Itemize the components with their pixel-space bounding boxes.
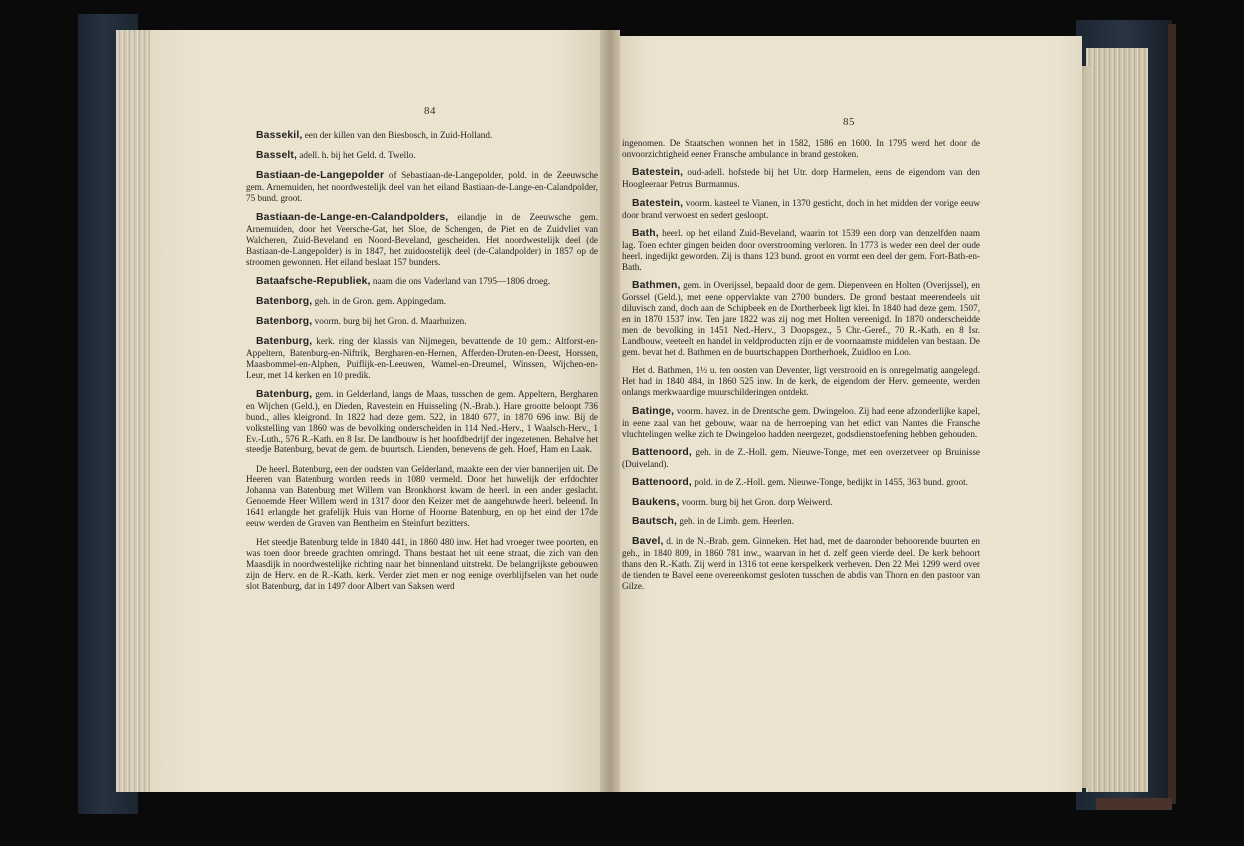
dictionary-entry [622, 228, 980, 273]
entry-text: adell. h. bij het Geld. d. Twello. [299, 150, 416, 161]
entry-headword: Batenborg, [256, 295, 313, 307]
dictionary-entry [622, 477, 980, 489]
dictionary-entry [622, 198, 980, 221]
entry-text: voorm. kasteel te Vianen, in 1370 gesticht, doch in het midden der vorige eeuw door brand verwoest en sedert gesloopt. [622, 197, 980, 220]
entry-text: d. in de N.-Brab. gem. Ginneken. Het had, met de daaronder behoorende buurten en geh., in 1840 809, in 1860 781 inw., waarvan in het d. zelf geen vierde deel. De kerk behoort thans den R.-Kath. Zij werd in 1316 tot eene kerspelkerk verheven. Den 22 Mei 1299 werd over de tienden te Bavel eene overeenkomst gesloten tusschen de abdis van Thorn en den pastoor van Gilze. [622, 535, 980, 591]
dictionary-entry [622, 406, 980, 440]
entry-headword: Basselt, [256, 150, 298, 162]
entry-headword: Batenburg, [256, 336, 313, 348]
page-number-right: 85 [843, 116, 855, 128]
entry-text: naam die ons Vaderland van 1795—1806 droeg. [372, 275, 551, 286]
dictionary-entry [246, 276, 598, 288]
entry-text: of Sebastiaan-de-Langepolder, pold. in de Zeeuwsche gem. Arnemuiden, het noordwestelijk deel van het eiland Bastiaan-de-Lange-en-Calandpolder, 75 bund. groot. [246, 170, 599, 203]
entry-text: geh. in de Limb. gem. Heerlen. [679, 516, 794, 527]
entry-headword: Bavel, [632, 535, 664, 547]
dictionary-entry [622, 138, 980, 160]
entry-headword: Batestein, [632, 197, 684, 209]
entry-text: voorm. burg bij het Gron. dorp Weiwerd. [681, 496, 833, 507]
entry-headword: Baukens, [632, 496, 680, 508]
entry-paragraph: De heerl. Batenburg, een der oudsten van Gelderland, maakte een der vier bannerijen uit. De Heeren van Batenburg worden reeds in 1080 vermeld. Door het huwelijk der erfdochter Johanna van Batenburg met Willem van Bronkhorst kwam de heerl. in een ander geslacht. Genoemde Heer Willem werd in 1317 door den Keizer met de aangehuwde heerl. beleend. In 1641 erlangde het grafelijk Huis van Horne of Hoorne Batenburg, en op het eind der 17de eeuw werden de Graven van Bentheim en Steinfurt bezitters. [246, 463, 598, 529]
book-gutter [600, 30, 620, 792]
dictionary-entry [246, 336, 598, 381]
entry-headword: Bath, [632, 228, 659, 240]
page-edges-right [1086, 48, 1148, 792]
entry-text: geh. in de Gron. gem. Appingedam. [314, 295, 447, 306]
entry-text: gem. in Gelderland, langs de Maas, tusschen de gem. Appeltern, Bergharen en Wijchen (Geld.), en Dieden, Ravestein en Huisseling (N.-Brab.). Hare grootte beloopt 736 bund., alles kleigrond. In 1822 had deze gem. 522, in 1840 677, in 1870 696 inw. Bij de volkstelling van 1860 was de bevolking onderscheiden in 114 Ned.-Herv., 1 Waalsch-Herv., 1 Ev.-Luth., 576 R.-Kath. en 8 Isr. De landbouw is het hoofdbedrijf der ingezetenen. Behalve het steedje Batenburg, bevat de gem. de buurtsch. Lienden, benevens de geh. Hoef, Ham en Laak. [246, 388, 598, 455]
page-edges-left [116, 30, 152, 792]
entry-text: voorm. havez. in de Drentsche gem. Dwingeloo. Zij had eene afzonderlijke kapel, in eene zaal van het gebouw, waar na de herroeping van het edict van Nantes die Fransche vluchtelingen welke zich te Dwingeloo hadden neergezet, godsdienstoefening hebben gehouden. [622, 405, 981, 439]
entry-headword: Bautsch, [632, 516, 678, 528]
entry-headword: Battenoord, [632, 477, 692, 489]
entry-headword: Bathmen, [632, 280, 681, 292]
right-page-text [622, 138, 980, 599]
dictionary-entry [246, 130, 598, 142]
entry-paragraph: Het steedje Batenburg telde in 1840 441, in 1860 480 inw. Het had vroeger twee poorten, en was toen door breede grachten omringd. Thans bestaat het uit eene straat, die zich van den Maasdijk in noordwestelijke richting naar het binnenland uitstrekt. De belangrijkste gebouwen zijn de Herv. en de R.-Kath. kerk. Verder ziet men er nog eenige overblijfselen van het oude slot Batenburg, dat in 1497 door Albert van Saksen werd [246, 537, 598, 591]
entry-headword: Bastiaan-de-Lange-en-Calandpolders, [256, 212, 449, 224]
dictionary-entry [246, 389, 598, 455]
dictionary-entry [246, 170, 598, 204]
entry-text: heerl. op het eiland Zuid-Beveland, waarin tot 1539 een dorp van denzelfden naam lag. Toen echter gingen beiden door overstrooming verloren. In 1773 is weder een deel der oude heerl. ingedijkt geworden. Zij is thans 123 bund. groot en vormt een deel der gem. Fort-Bath-en-Bath. [622, 228, 981, 272]
left-page-text [246, 130, 598, 600]
entry-text: voorm. burg bij het Gron. d. Maarhuizen. [314, 316, 467, 326]
entry-paragraph: Het d. Bathmen, 1½ u. ten oosten van Deventer, ligt verstrooid en is onregelmatig aangelegd. Het had in 1840 484, in 1860 525 inw. In de kerk, de eigendom der Herv. gemeente, werden onlangs merkwaardige muurschilderingen ontdekt. [622, 365, 980, 398]
entry-text: oud-adell. hofstede bij het Utr. dorp Harmelen, eens de eigendom van den Hoogleeraar Petrus Burmannus. [622, 167, 980, 190]
dictionary-entry [622, 497, 980, 509]
entry-text: geh. in de Z.-Holl. gem. Nieuwe-Tonge, met een overzetveer op Bruinisse (Duiveland). [622, 447, 980, 469]
dictionary-entry [246, 296, 598, 308]
entry-headword: Bataafsche-Republiek, [256, 275, 371, 287]
entry-text: gem. in Overijssel, bepaald door de gem. Diepenveen en Holten (Overijssel), en Gorssel (Geld.), met eene oppervlakte van 2700 bunders. De grond bestaat meerendeels uit diluvisch zand, doch aan de Schipbeek en de Dortherbeek ligt klei. In 1840 had deze gem. 1507, en in 1870 1537 inw. Ten jare 1822 was zij nog met Holten vereenigd. In 1870 onderscheidde men de bevolking in 1451 Ned.-Herv., 3 Doopsgez., 5 Chr.-Geref., 70 R.-Kath. en 8 Isr. Landbouw, veeteelt en handel in veldproducten zijn er de voornaamste middelen van bestaan. De gem. bevat het d. Bathmen en de buurtschappen Dortherhoek, Zuidloo en Loo. [622, 280, 980, 357]
entry-headword: Bastiaan-de-Langepolder [256, 170, 385, 182]
dictionary-entry [246, 316, 598, 328]
entry-headword: Batenborg, [256, 316, 313, 327]
entry-text: pold. in de Z.-Holl. gem. Nieuwe-Tonge, bedijkt in 1455, 363 bund. groot. [694, 477, 968, 488]
dictionary-entry [622, 447, 980, 470]
dictionary-entry [622, 536, 980, 592]
book-cover-edge [1168, 24, 1176, 804]
entry-headword: Bassekil, [256, 130, 303, 141]
dictionary-entry [622, 516, 980, 528]
entry-headword: Battenoord, [632, 447, 692, 458]
dictionary-entry [246, 212, 598, 268]
dictionary-entry [246, 150, 598, 162]
page-number-left: 84 [424, 105, 436, 117]
book-cover-corner [1096, 798, 1172, 810]
entry-headword: Batenburg, [256, 388, 313, 400]
dictionary-entry [622, 280, 980, 357]
entry-text: ingenomen. De Staatschen wonnen het in 1582, 1586 en 1600. In 1795 werd het door de onvoorzichtigheid eener Fransche ambulance in brand gestoken. [622, 138, 980, 159]
entry-headword: Batinge, [632, 405, 675, 417]
entry-text: een der killen van den Biesbosch, in Zuid-Holland. [304, 130, 493, 140]
entry-text: kerk. ring der klassis van Nijmegen, bevattende de 10 gem.: Altforst-en-Appeltern, Batenburg-en-Niftrik, Bergharen-en-Hernen, Afferden-Druten-en-Deest, Horssen, Maasbommel-en-Alphen, Puiflijk-en-Leeuwen, Wamel-en-Dreumel, Winssen, Wijchen-en-Leur, met 14 kerken en 10 predik. [246, 336, 598, 380]
entry-headword: Batestein, [632, 167, 684, 179]
dictionary-entry [622, 167, 980, 190]
entry-text: eilandje in de Zeeuwsche gem. Arnemuiden, door het Veersche-Gat, het Sloe, de Schengen, de Piet en de Zuidvliet van Walcheren, Zuid-Beveland en Noord-Beveland, gescheiden. Het noordwestelijk deel (de Bastiaan-de-Langepolder) is in 1847, het zuidoostelijk deel (de-Calandpolder) in 1857 op de stroomen gewonnen. Het eiland beslaat 157 bunders. [246, 212, 598, 267]
